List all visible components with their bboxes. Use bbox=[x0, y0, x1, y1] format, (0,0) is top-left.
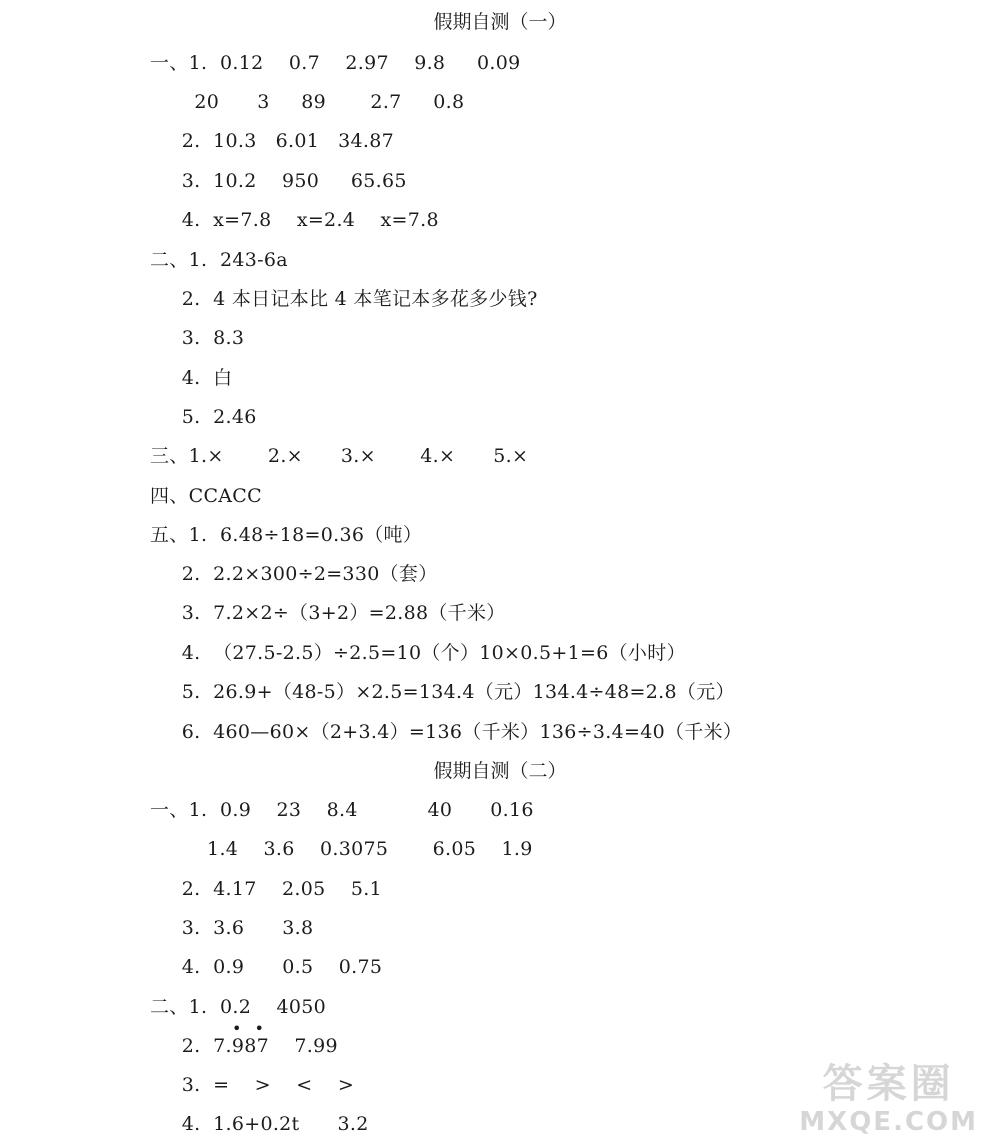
answer-line: 20 3 89 2.7 0.8 bbox=[150, 91, 465, 113]
section-2-title: 假期自测（二） bbox=[433, 760, 567, 782]
answer-line: 4. （27.5-2.5）÷2.5=10（个）10×0.5+1=6（小时） bbox=[150, 642, 686, 664]
answer-line: 2. 2.2×300÷2=330（套） bbox=[150, 563, 438, 585]
answer-line: 2. 10.3 6.01 34.87 bbox=[150, 130, 395, 152]
answer-line: 3. 7.2×2÷（3+2）=2.88（千米） bbox=[150, 602, 506, 624]
answer-line: 2. 7.987 7.99 bbox=[150, 1035, 338, 1057]
answer-line: 3. 3.6 3.8 bbox=[150, 917, 314, 939]
watermark-text-cn: 答案圈 bbox=[822, 1061, 955, 1107]
answer-line: 一、1. 0.9 23 8.4 40 0.16 bbox=[150, 799, 534, 821]
answer-line: 四、CCACC bbox=[150, 485, 262, 507]
answer-line: 4. 0.9 0.5 0.75 bbox=[150, 956, 383, 978]
watermark-text-en: MXQE.COM bbox=[799, 1107, 978, 1137]
answer-line: 4. x=7.8 x=2.4 x=7.8 bbox=[150, 209, 439, 231]
answer-line: 4. 白 bbox=[150, 367, 233, 389]
answer-line: 五、1. 6.48÷18=0.36（吨） bbox=[150, 524, 423, 546]
answer-line: 5. 2.46 bbox=[150, 406, 257, 428]
answer-line: 4. 1.6+0.2t 3.2 bbox=[150, 1113, 369, 1135]
answer-line: 二、1. 243-6a bbox=[150, 249, 288, 271]
answer-line: 一、1. 0.12 0.7 2.97 9.8 0.09 bbox=[150, 52, 521, 74]
repeating-decimal-dots: • • bbox=[232, 1019, 268, 1038]
answer-line: 2. 4 本日记本比 4 本笔记本多花多少钱? bbox=[150, 288, 538, 310]
watermark bbox=[799, 1061, 978, 1137]
answer-line: 3. 10.2 950 65.65 bbox=[150, 170, 407, 192]
answer-line: 二、1. 0.2 4050 bbox=[150, 996, 327, 1018]
answer-line: 3. 8.3 bbox=[150, 327, 245, 349]
answer-line: 2. 4.17 2.05 5.1 bbox=[150, 878, 382, 900]
section-1-title: 假期自测（一） bbox=[433, 11, 567, 33]
answer-line: 3. = > < > bbox=[150, 1074, 355, 1096]
answer-line: 1.4 3.6 0.3075 6.05 1.9 bbox=[150, 838, 533, 860]
answer-line: 6. 460—60×（2+3.4）=136（千米）136÷3.4=40（千米） bbox=[150, 721, 743, 743]
answer-line: 5. 26.9+（48-5）×2.5=134.4（元）134.4÷48=2.8（元） bbox=[150, 681, 735, 703]
answer-line: 三、1.× 2.× 3.× 4.× 5.× bbox=[150, 445, 529, 467]
